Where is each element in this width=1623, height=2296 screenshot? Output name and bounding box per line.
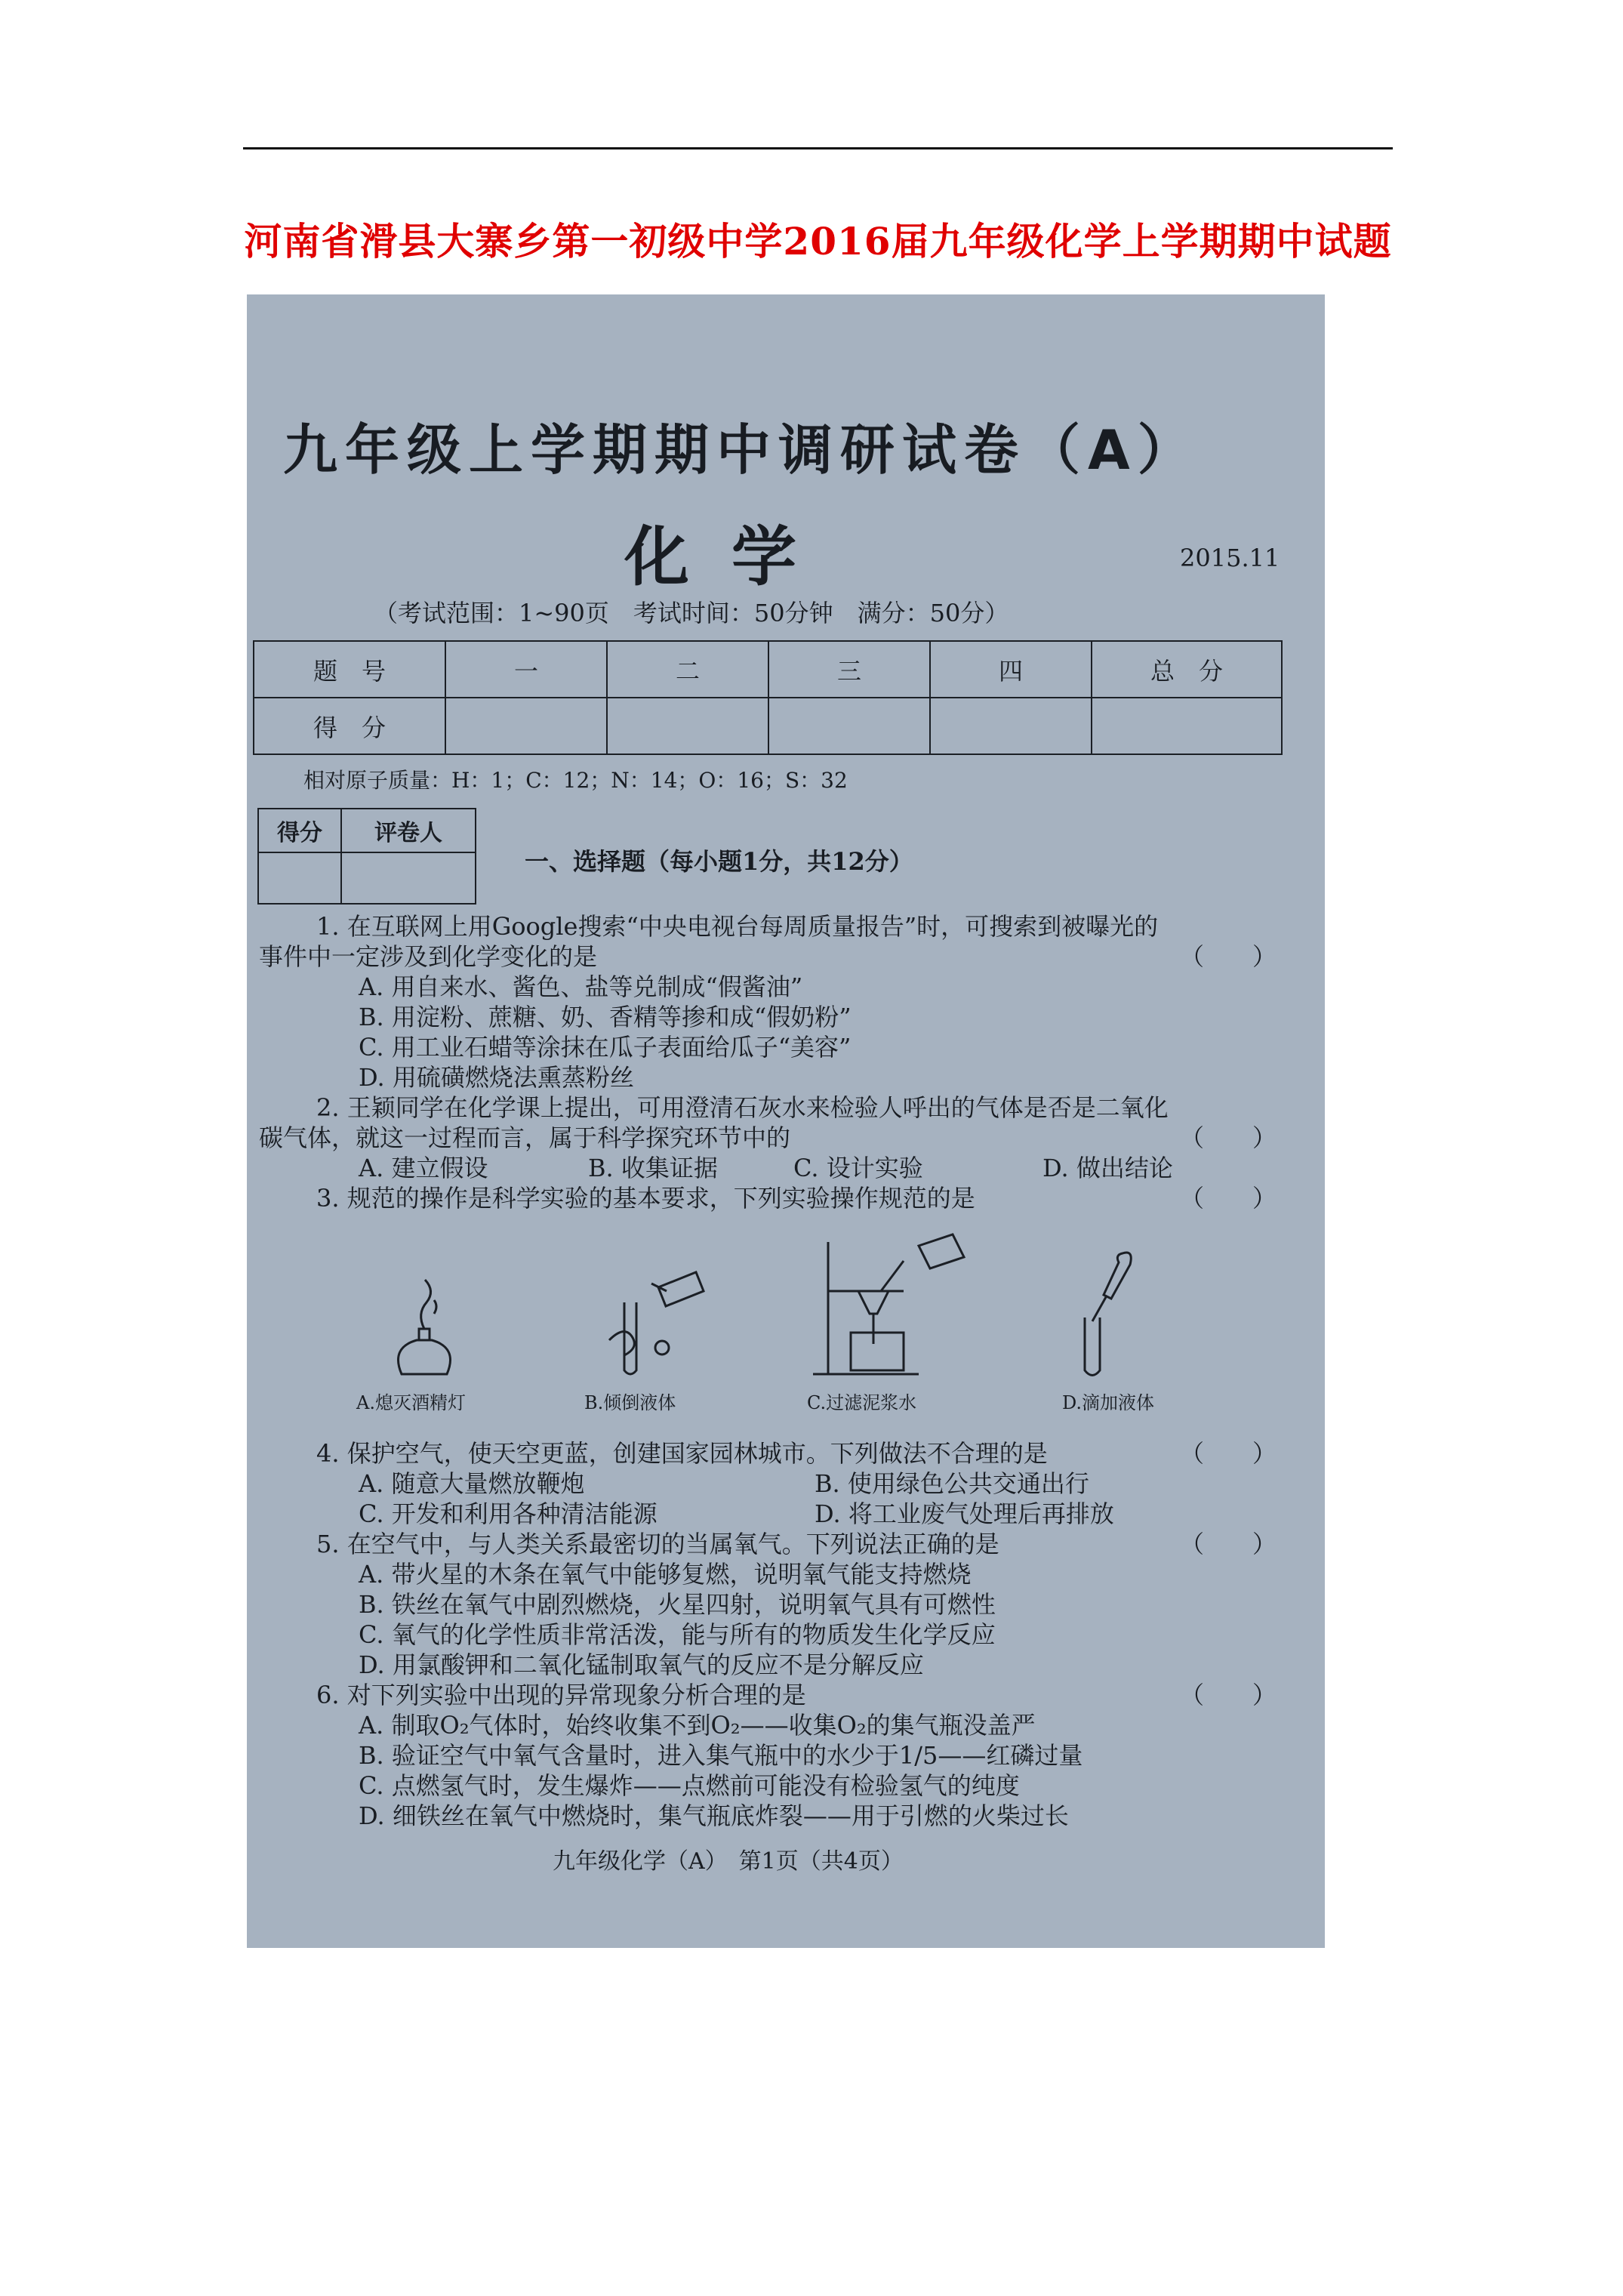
question-1-stem-cont: 事件中一定涉及到化学变化的是: [259, 942, 598, 971]
question-4-option-a: A. 随意大量燃放鞭炮: [359, 1469, 585, 1498]
dropper-figure: [1062, 1246, 1145, 1382]
question-4-option-d: D. 将工业废气处理后再排放: [815, 1499, 1114, 1528]
question-2-stem: 2. 王颖同学在化学课上提出，可用澄清石灰水来检验人呼出的气体是否是二氧化: [316, 1093, 1169, 1122]
scanned-exam-page: [247, 294, 1325, 1948]
figure-label-d: D.滴加液体: [1062, 1392, 1155, 1413]
question-1-option-c: C. 用工业石蜡等涂抹在瓜子表面给瓜子“美容”: [359, 1033, 852, 1062]
figure-label-c: C.过滤泥浆水: [807, 1392, 917, 1413]
document-title: 河南省滑县大寨乡第一初级中学2016届九年级化学上学期期中试题: [244, 219, 1392, 264]
grader-name-label: 评卷人: [341, 809, 476, 852]
alcohol-lamp-figure: [375, 1268, 473, 1382]
question-1-option-b: B. 用淀粉、蔗糖、奶、香精等掺和成“假奶粉”: [359, 1003, 852, 1031]
question-2-option-c: C. 设计实验: [793, 1154, 923, 1182]
score-cell: [607, 698, 768, 754]
question-4-stem: 4. 保护空气，使天空更蓝，创建国家园林城市。下列做法不合理的是: [316, 1439, 1048, 1468]
score-cell: [930, 698, 1092, 754]
header-rule: [243, 147, 1393, 149]
answer-blank: （ ）: [1180, 1439, 1277, 1468]
question-6-option-a: A. 制取O₂气体时，始终收集不到O₂——收集O₂的集气瓶没盖严: [359, 1711, 1036, 1740]
question-2-option-d: D. 做出结论: [1042, 1154, 1173, 1182]
paper-title: 九年级上学期期中调研试卷（A）: [283, 418, 1200, 482]
question-5-option-d: D. 用氯酸钾和二氧化锰制取氧气的反应不是分解反应: [359, 1650, 924, 1679]
score-cell: 二: [607, 641, 768, 698]
question-4-option-b: B. 使用绿色公共交通出行: [815, 1469, 1089, 1498]
question-6-option-b: B. 验证空气中氧气含量时，进入集气瓶中的水少于1/5——红磷过量: [359, 1741, 1083, 1770]
score-cell: 题 号: [254, 641, 445, 698]
pouring-liquid-figure: [594, 1257, 707, 1382]
question-6-option-c: C. 点燃氢气时，发生爆炸——点燃前可能没有检验氢气的纯度: [359, 1771, 1020, 1800]
answer-blank: （ ）: [1180, 1123, 1277, 1152]
exam-date: 2015.11: [1180, 544, 1280, 572]
score-cell: [445, 698, 607, 754]
score-cell: 得 分: [254, 698, 445, 754]
score-cell: 三: [768, 641, 930, 698]
exam-info: （考试范围：1~90页 考试时间：50分钟 满分：50分）: [374, 599, 1009, 627]
question-5-option-c: C. 氧气的化学性质非常活泼，能与所有的物质发生化学反应: [359, 1620, 996, 1649]
page-footer: 九年级化学（A） 第1页（共4页）: [553, 1848, 904, 1875]
question-5-stem: 5. 在空气中，与人类关系最密切的当属氧气。下列说法正确的是: [316, 1530, 999, 1558]
grader-name-cell: [341, 852, 476, 904]
answer-blank: （ ）: [1180, 1530, 1277, 1558]
question-2-stem-cont: 碳气体，就这一过程而言，属于科学探究环节中的: [259, 1123, 791, 1152]
question-3-stem: 3. 规范的操作是科学实验的基本要求，下列实验操作规范的是: [316, 1184, 975, 1213]
score-cell: 一: [445, 641, 607, 698]
answer-blank: （ ）: [1180, 1184, 1277, 1213]
answer-blank: （ ）: [1180, 1681, 1277, 1709]
subject-title: 化学: [624, 519, 839, 595]
question-1-option-a: A. 用自来水、酱色、盐等兑制成“假酱油”: [359, 972, 803, 1001]
section-heading: 一、选择题（每小题1分，共12分）: [525, 847, 913, 876]
question-2-option-b: B. 收集证据: [588, 1154, 718, 1182]
question-5-option-b: B. 铁丝在氧气中剧烈燃烧，火星四射，说明氧气具有可燃性: [359, 1590, 996, 1619]
grader-box: [257, 808, 476, 905]
question-6-stem: 6. 对下列实验中出现的异常现象分析合理的是: [316, 1681, 806, 1709]
question-2-option-a: A. 建立假设: [359, 1154, 488, 1182]
grader-score-cell: [258, 852, 341, 904]
score-cell: 四: [930, 641, 1092, 698]
score-cell: 总 分: [1092, 641, 1282, 698]
score-table-score-row: [254, 698, 1282, 754]
question-1-stem: 1. 在互联网上用Google搜索“中央电视台每周质量报告”时，可搜索到被曝光的: [316, 912, 1159, 941]
score-table: [253, 640, 1283, 755]
question-6-option-d: D. 细铁丝在氧气中燃烧时，集气瓶底炸裂——用于引燃的火柴过长: [359, 1801, 1069, 1830]
filtration-figure: [805, 1231, 972, 1382]
grader-score-label: 得分: [258, 809, 341, 852]
score-cell: [768, 698, 930, 754]
question-4-option-c: C. 开发和利用各种清洁能源: [359, 1499, 658, 1528]
score-table-header-row: [254, 641, 1282, 698]
answer-blank: （ ）: [1180, 942, 1277, 971]
question-5-option-a: A. 带火星的木条在氧气中能够复燃，说明氧气能支持燃烧: [359, 1560, 972, 1589]
score-cell: [1092, 698, 1282, 754]
figure-label-a: A.熄灭酒精灯: [356, 1392, 466, 1413]
figure-label-b: B.倾倒液体: [584, 1392, 676, 1413]
question-1-option-d: D. 用硫磺燃烧法熏蒸粉丝: [359, 1063, 634, 1092]
atomic-masses: 相对原子质量：H：1；C：12；N：14；O：16；S：32: [303, 768, 848, 793]
